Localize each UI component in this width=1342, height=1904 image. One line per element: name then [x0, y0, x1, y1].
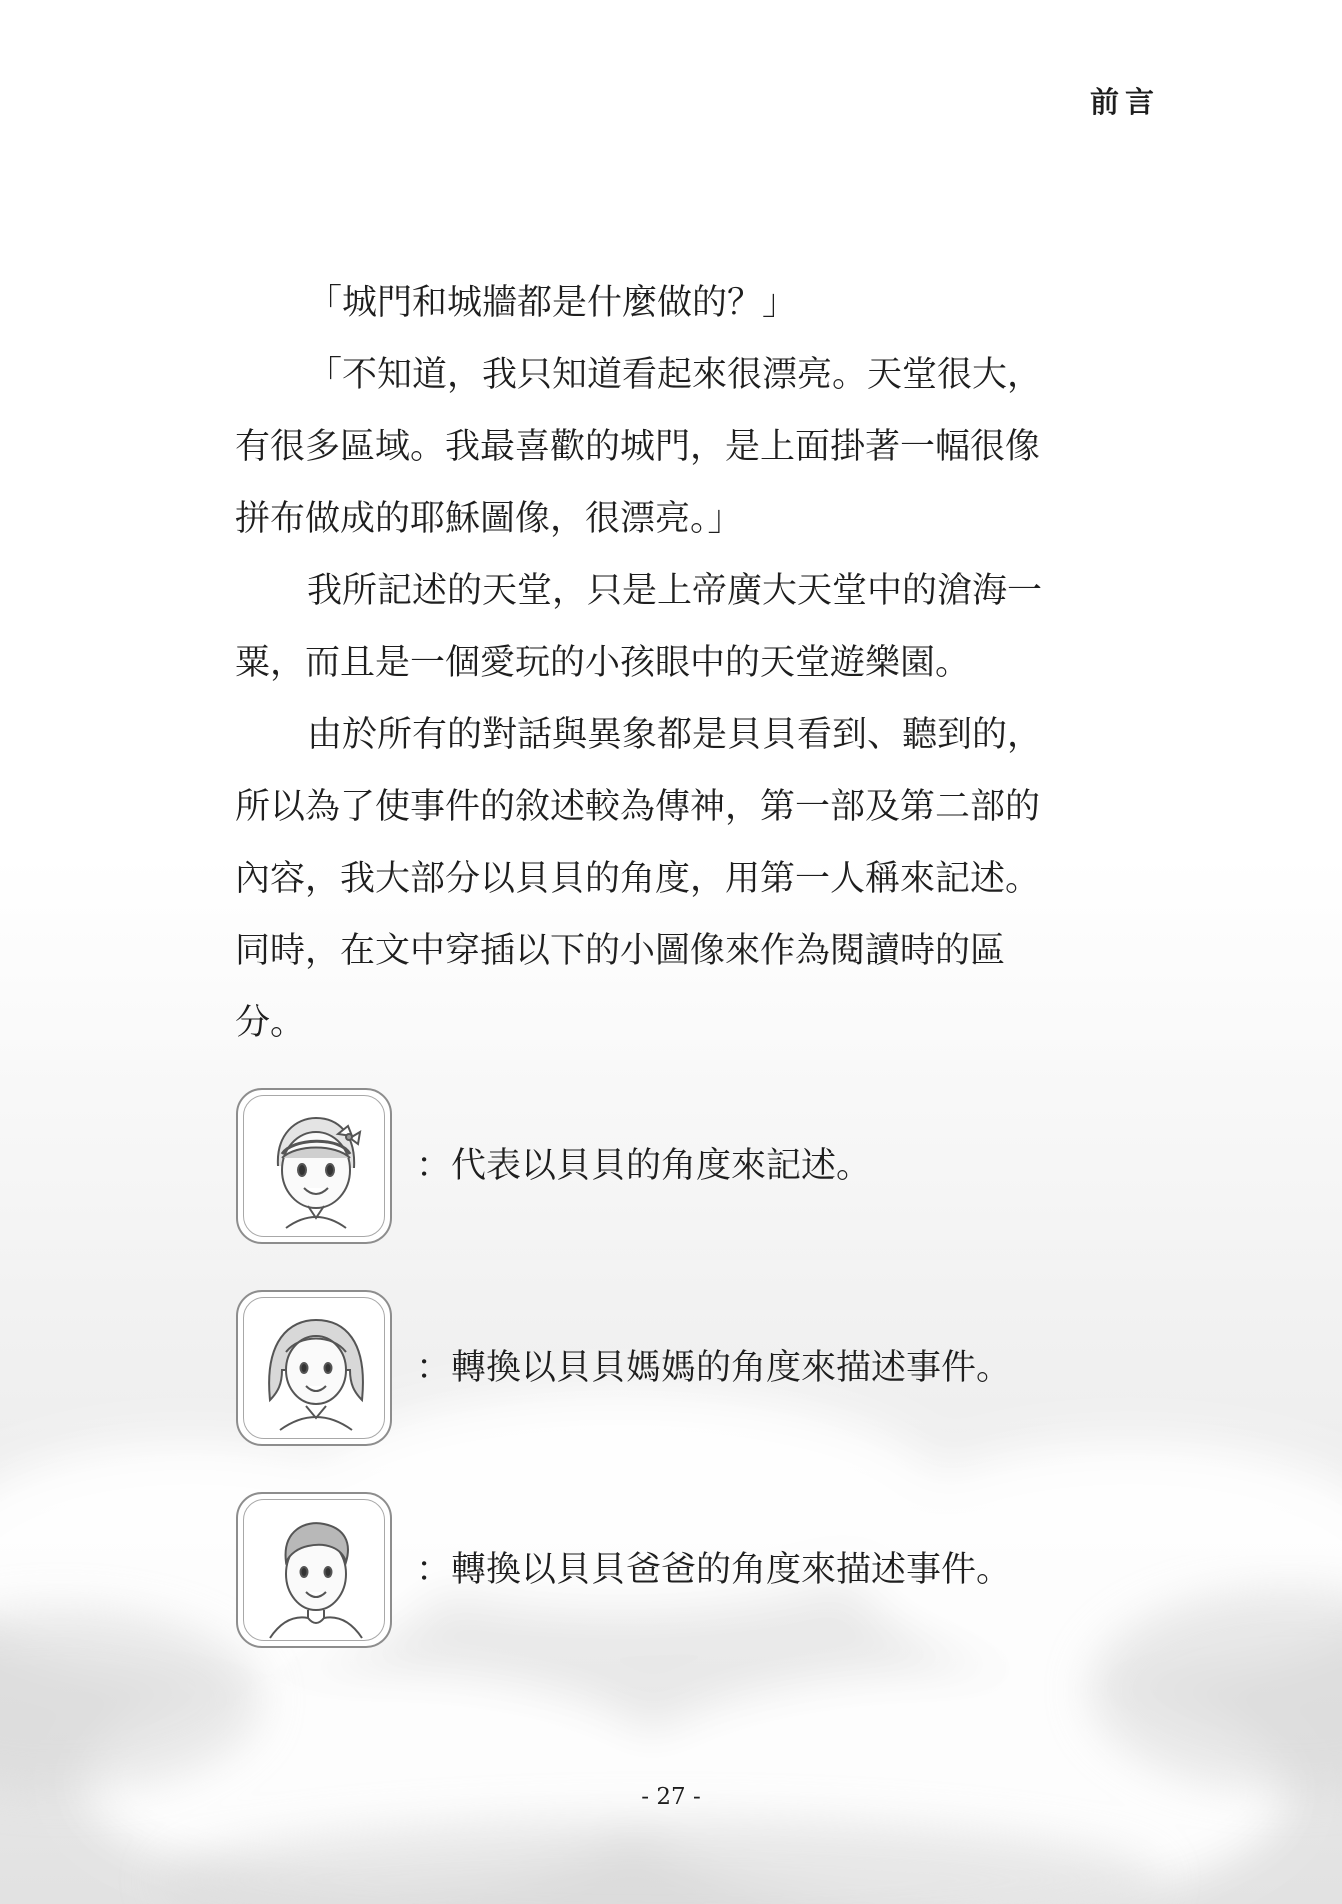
chapter-header: 前言: [1090, 85, 1161, 119]
paragraph-line: 有很多區域。我最喜歡的城門，是上面掛著一幅很像: [235, 427, 1041, 467]
legend-row-mother: [236, 1290, 1136, 1450]
paragraph-line: 拼布做成的耶穌圖像，很漂亮。」: [235, 499, 743, 539]
page-number: - 27 -: [641, 1784, 701, 1810]
girl-portrait-icon: [236, 1088, 392, 1244]
paragraph-line: 「不知道，我只知道看起來很漂亮。天堂很大，: [307, 355, 1043, 395]
paragraph-line: 「城門和城牆都是什麼做的？」: [307, 283, 798, 323]
legend-row-father: [236, 1492, 1136, 1652]
paragraph-line: 內容，我大部分以貝貝的角度，用第一人稱來記述。: [235, 859, 1041, 899]
paragraph-line: 所以為了使事件的敘述較為傳神，第一部及第二部的: [235, 787, 1041, 827]
paragraph-line: 由於所有的對話與異象都是貝貝看到、聽到的，: [307, 715, 1043, 755]
paragraph-line: 分。: [235, 1003, 306, 1043]
legend-row-girl: [236, 1088, 1136, 1248]
legend-text: ：代表以貝貝的角度來記述。: [416, 1146, 872, 1186]
paragraph-line: 同時，在文中穿插以下的小圖像來作為閱讀時的區: [235, 931, 1006, 971]
mother-portrait-icon: [236, 1290, 392, 1446]
paragraph-line: 粟，而且是一個愛玩的小孩眼中的天堂遊樂園。: [235, 643, 971, 683]
father-portrait-icon: [236, 1492, 392, 1648]
legend-text: ：轉換以貝貝爸爸的角度來描述事件。: [416, 1550, 1012, 1590]
paragraph-line: 我所記述的天堂，只是上帝廣大天堂中的滄海一: [307, 571, 1043, 611]
legend-text: ：轉換以貝貝媽媽的角度來描述事件。: [416, 1348, 1012, 1388]
body-text: [235, 267, 1095, 1059]
